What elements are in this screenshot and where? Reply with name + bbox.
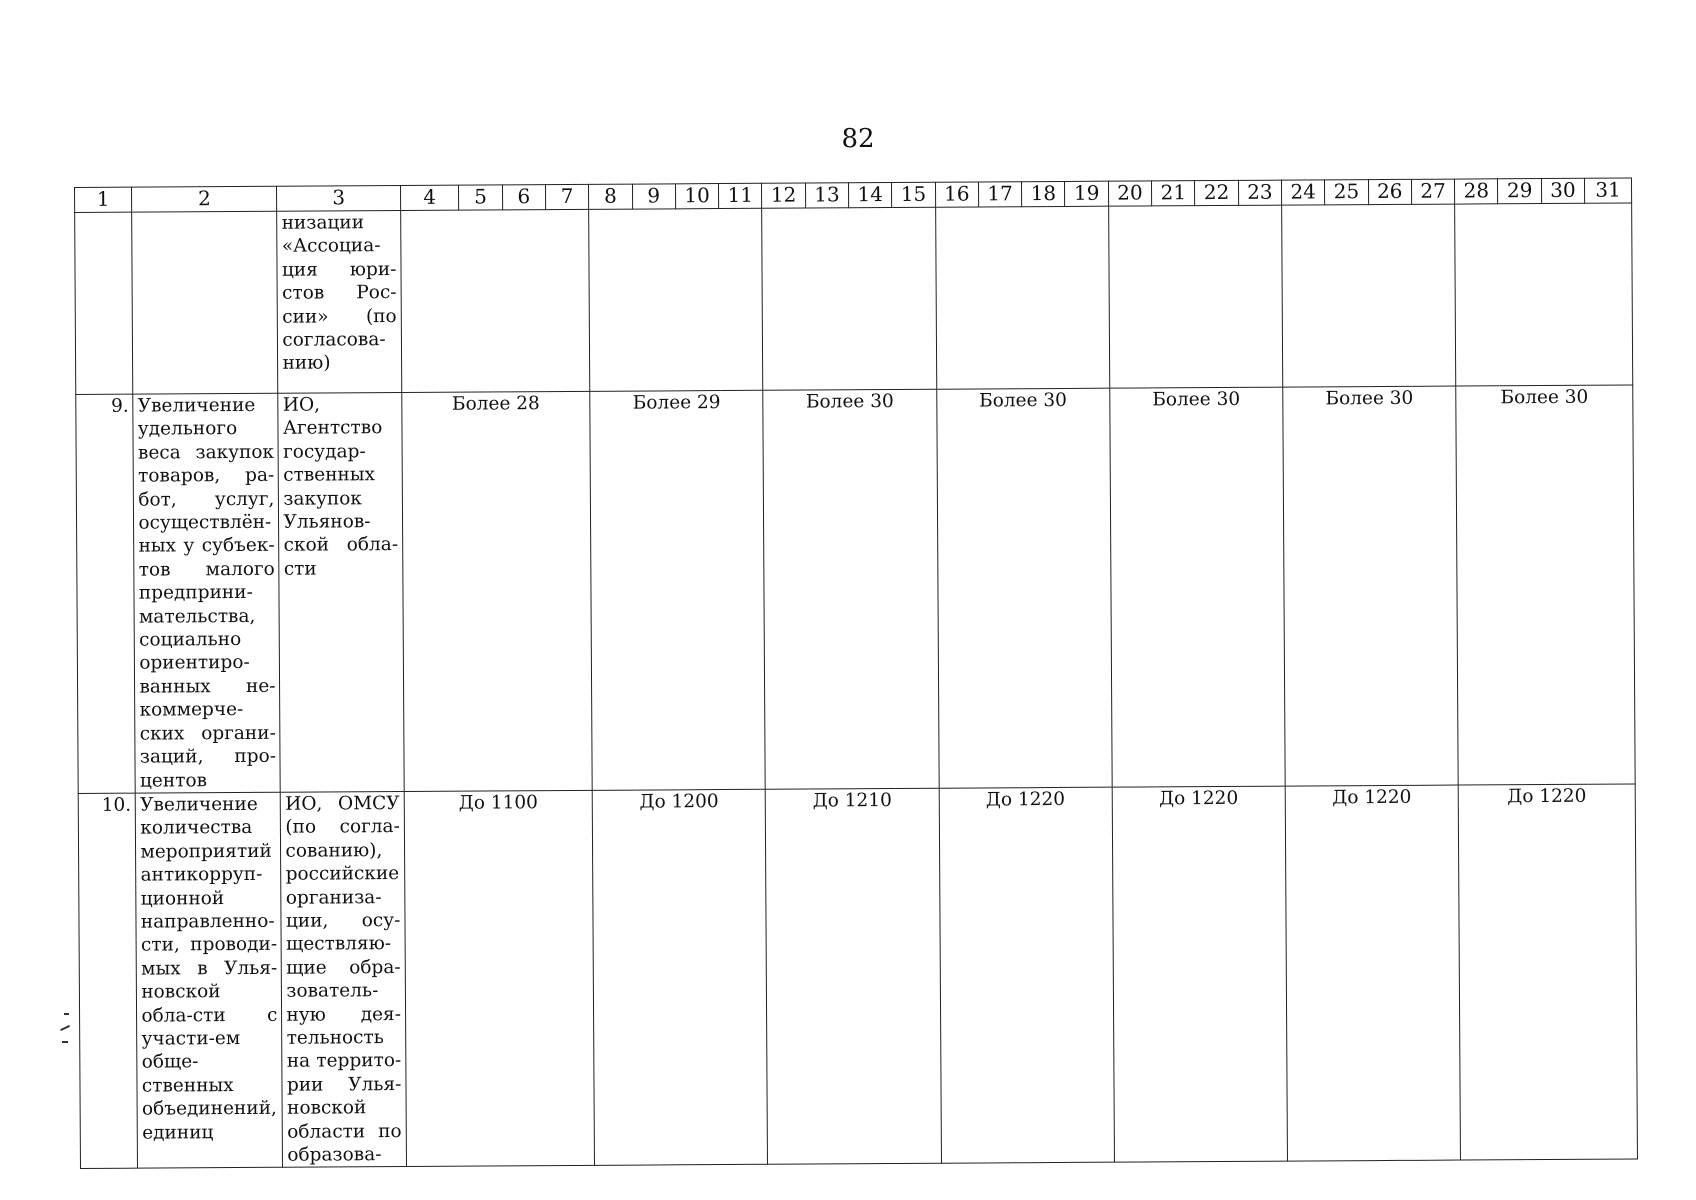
column-number: 15 xyxy=(892,182,935,207)
column-number: 21 xyxy=(1152,181,1195,206)
value-cell xyxy=(1455,203,1633,386)
column-number: 12 xyxy=(762,183,805,208)
column-number: 4 xyxy=(400,185,459,210)
value-cell: До 1100 xyxy=(404,790,595,1167)
value-cell: До 1220 xyxy=(1458,784,1637,1161)
column-number: 16 xyxy=(935,182,978,207)
column-number: 19 xyxy=(1065,181,1108,206)
executor-cell: низации «Ассоциа-ция юри-стов Рос-сии» (по согласова-нию) xyxy=(277,211,402,394)
value-cell xyxy=(589,208,763,391)
column-number: 18 xyxy=(1022,181,1065,206)
row-number-cell xyxy=(75,212,133,394)
column-number: 2 xyxy=(132,186,277,212)
column-number: 1 xyxy=(75,187,133,212)
column-number: 23 xyxy=(1238,180,1281,205)
row-number-cell: 9. xyxy=(76,394,136,793)
row-number-cell: 10. xyxy=(78,793,138,1169)
value-cell xyxy=(762,207,936,390)
column-number: 24 xyxy=(1281,180,1324,205)
executor-cell: ИО, Агентство государ-ственных закупок Ульянов-ской обла-сти xyxy=(278,393,404,793)
value-cell: Более 30 xyxy=(1283,386,1459,786)
column-number: 30 xyxy=(1541,178,1584,203)
table-row xyxy=(75,203,1633,395)
value-cell xyxy=(935,206,1109,389)
column-number: 28 xyxy=(1455,179,1498,204)
executor-cell: ИО, ОМСУ (по согла-сованию), российские организа-ции, осу-ществляю-щие обра-зователь-ную дея-тельность на террито-рии Улья-новской области по образова- xyxy=(281,791,407,1167)
value-cell xyxy=(1108,205,1282,388)
scan-artifact xyxy=(58,1005,78,1055)
column-number: 14 xyxy=(848,183,891,208)
column-number: 27 xyxy=(1411,179,1454,204)
value-cell xyxy=(401,209,590,392)
column-number: 5 xyxy=(459,185,502,210)
value-cell: Более 29 xyxy=(590,390,766,790)
value-cell: До 1200 xyxy=(592,789,767,1166)
column-number: 13 xyxy=(805,183,848,208)
column-number: 26 xyxy=(1368,179,1411,204)
table-row xyxy=(78,784,1637,1169)
value-cell: Более 28 xyxy=(402,391,593,791)
column-number: 25 xyxy=(1325,180,1368,205)
indicator-cell xyxy=(132,211,278,394)
value-cell: Более 30 xyxy=(1456,385,1635,785)
column-number: 9 xyxy=(632,184,675,209)
column-number: 20 xyxy=(1108,181,1151,206)
column-number: 29 xyxy=(1498,179,1541,204)
column-number: 8 xyxy=(589,184,632,209)
value-cell: Более 30 xyxy=(1110,387,1286,787)
value-cell: Более 30 xyxy=(763,389,939,789)
column-number: 7 xyxy=(545,184,588,209)
indicators-table xyxy=(74,177,1638,1169)
column-number: 31 xyxy=(1585,178,1632,203)
column-number: 3 xyxy=(277,186,401,212)
value-cell: До 1220 xyxy=(1285,785,1460,1162)
indicator-cell: Увеличение количества мероприятий антикорруп-ционной направленно-сти, проводи-мых в Улья-новской обла-сти с участи-ем обще-ственных объединений, единиц xyxy=(136,792,283,1168)
table-row xyxy=(76,385,1635,793)
column-number: 6 xyxy=(502,185,545,210)
indicator-cell: Увеличение удельного веса закупок товаров, ра-бот, услуг, осуществлён-ных у субъек-тов малого предприни-мательства, социально ориентиро-ванных не-коммерче-ских органи-заций, про-центов xyxy=(133,393,281,793)
value-cell: До 1220 xyxy=(939,787,1114,1164)
page-number: 82 xyxy=(841,124,875,154)
column-number: 22 xyxy=(1195,180,1238,205)
value-cell xyxy=(1282,204,1456,387)
column-number: 10 xyxy=(675,184,718,209)
value-cell: Более 30 xyxy=(936,388,1112,788)
column-number: 11 xyxy=(719,183,762,208)
column-number: 17 xyxy=(978,182,1021,207)
value-cell: До 1210 xyxy=(766,788,941,1165)
value-cell: До 1220 xyxy=(1112,786,1287,1163)
